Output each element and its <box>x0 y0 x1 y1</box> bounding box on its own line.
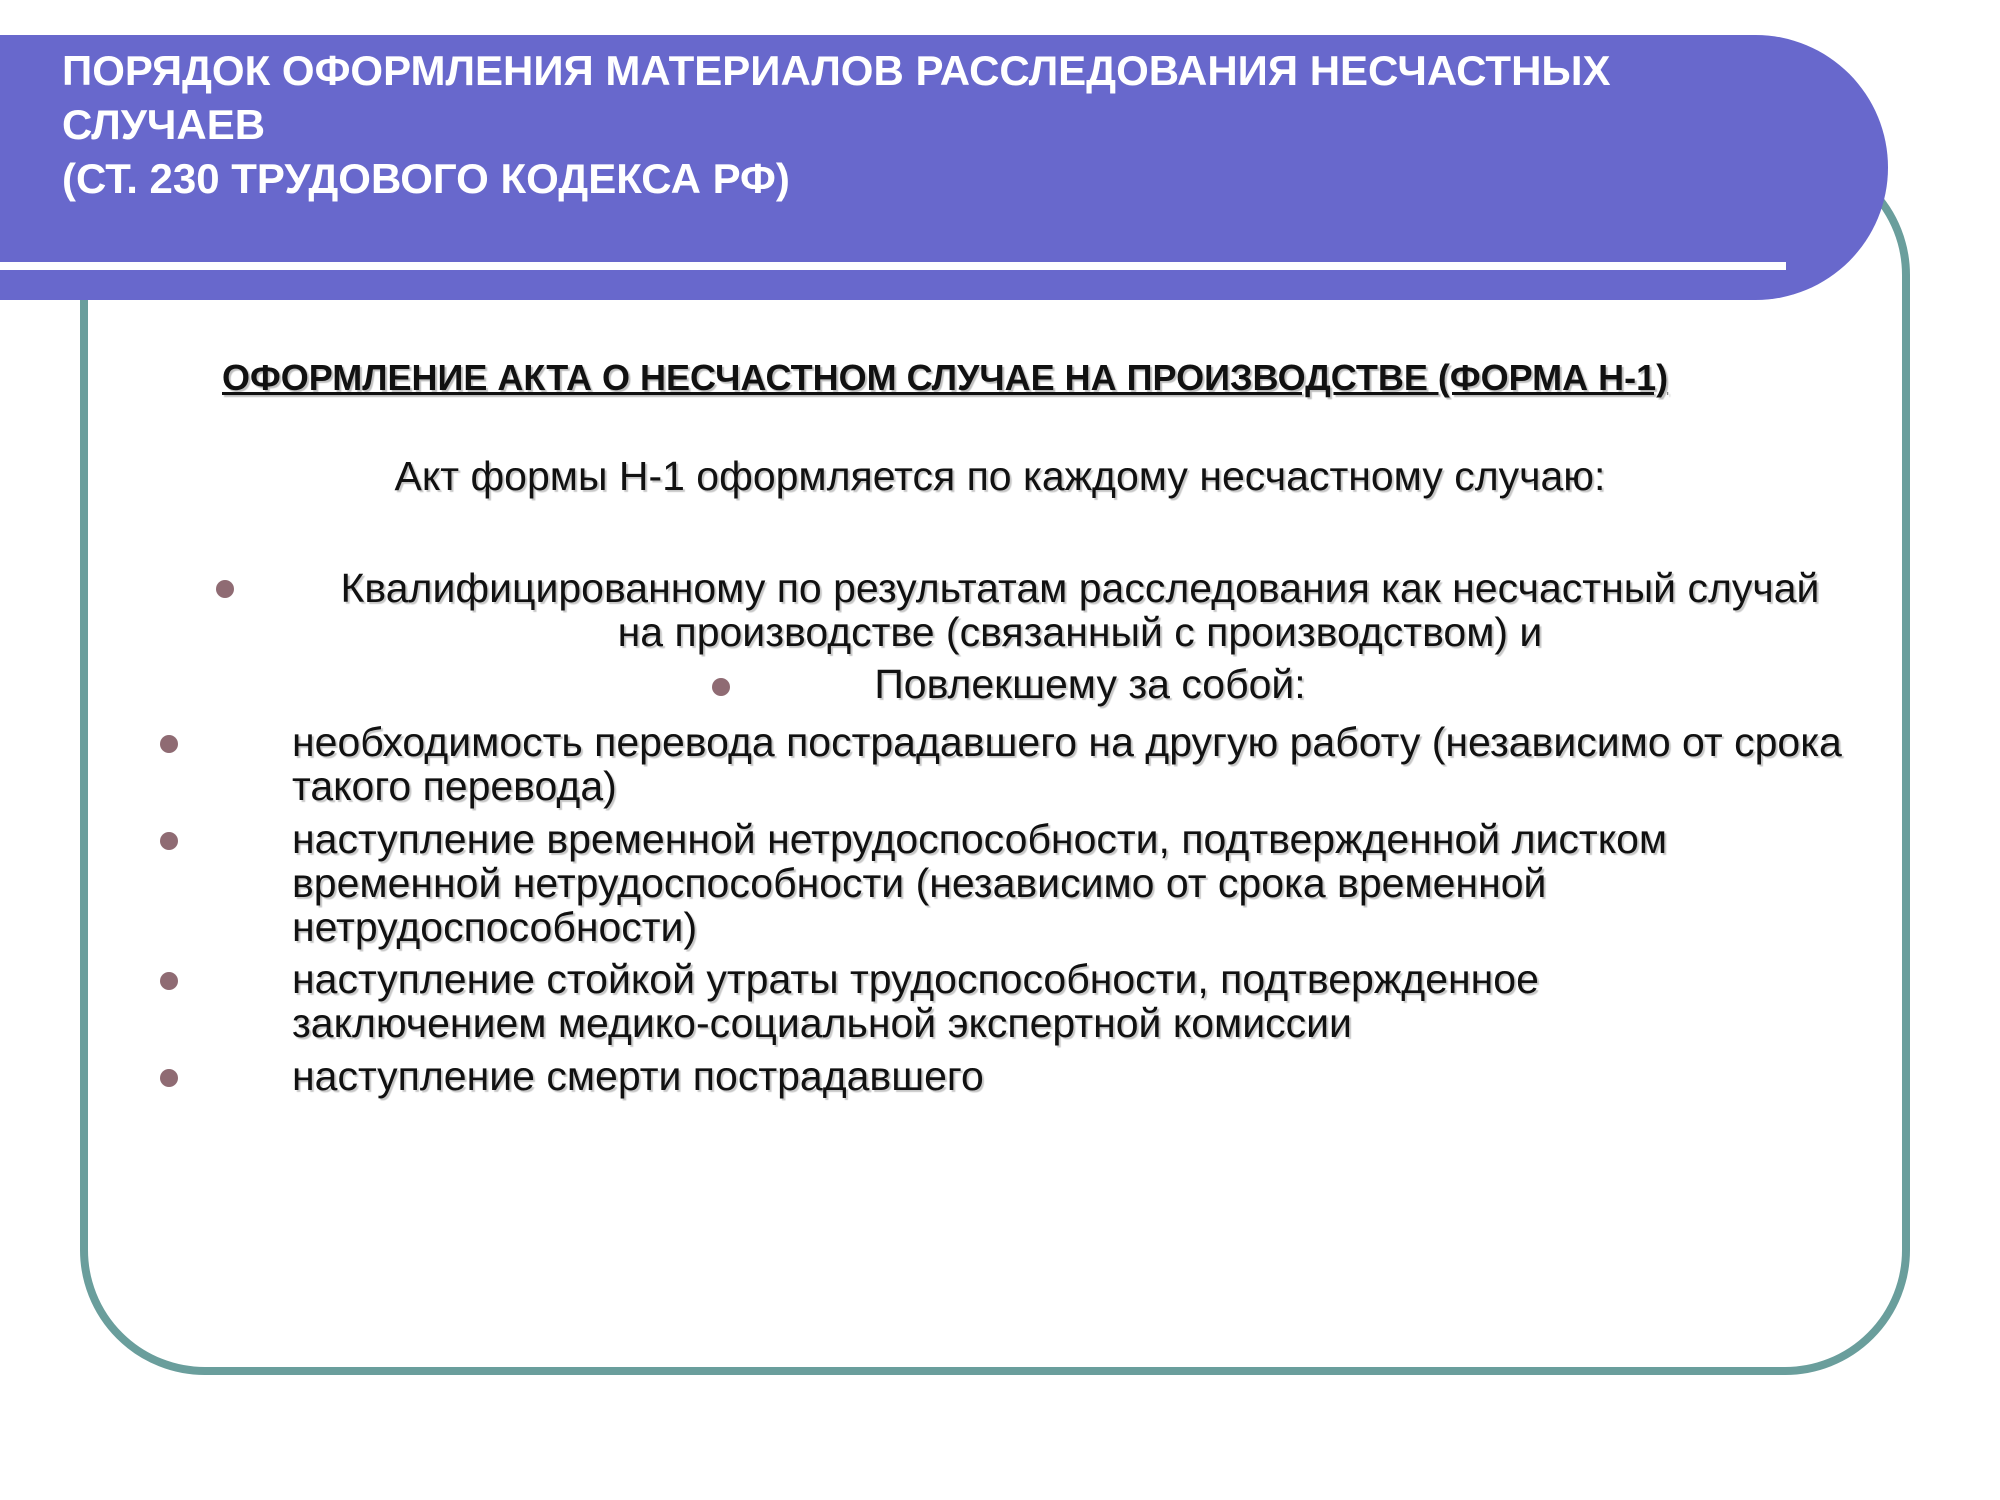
bullet-marker <box>216 580 234 598</box>
list-item: наступление смерти пострадавшего <box>292 1053 984 1099</box>
list-item: Повлекшему за собой: <box>874 661 1306 707</box>
bullet-marker <box>160 832 178 850</box>
bullet-marker <box>160 1069 178 1087</box>
bullet-marker <box>160 972 178 990</box>
bullet-marker <box>712 678 730 696</box>
slide-title-line-2: СЛУЧАЕВ <box>62 101 266 148</box>
bullet-marker <box>160 735 178 753</box>
list-item: наступление стойкой утраты трудоспособности, подтвержденное заключением медико-социальной экспертной комиссии <box>292 956 1539 1046</box>
list-item: Квалифицированному по результатам расследования как несчастный случай на производстве (связанный с производством) и <box>340 565 1820 655</box>
section-heading: ОФОРМЛЕНИЕ АКТА О НЕСЧАСТНОМ СЛУЧАЕ НА ПРОИЗВОДСТВЕ (ФОРМА Н-1) <box>222 357 1669 398</box>
slide-title-line-3: (СТ. 230 ТРУДОВОГО КОДЕКСА РФ) <box>62 155 790 202</box>
slide-title-line-1: ПОРЯДОК ОФОРМЛЕНИЯ МАТЕРИАЛОВ РАССЛЕДОВАНИЯ НЕСЧАСТНЫХ <box>62 47 1611 94</box>
intro-text: Акт формы Н-1 оформляется по каждому несчастному случаю: <box>394 453 1606 499</box>
list-item: наступление временной нетрудоспособности, подтвержденной листком временной нетрудоспособности (независимо от срока временной нетрудоспособности) <box>292 816 1668 950</box>
list-item: необходимость перевода пострадавшего на другую работу (независимо от срока такого перевода) <box>292 719 1842 809</box>
